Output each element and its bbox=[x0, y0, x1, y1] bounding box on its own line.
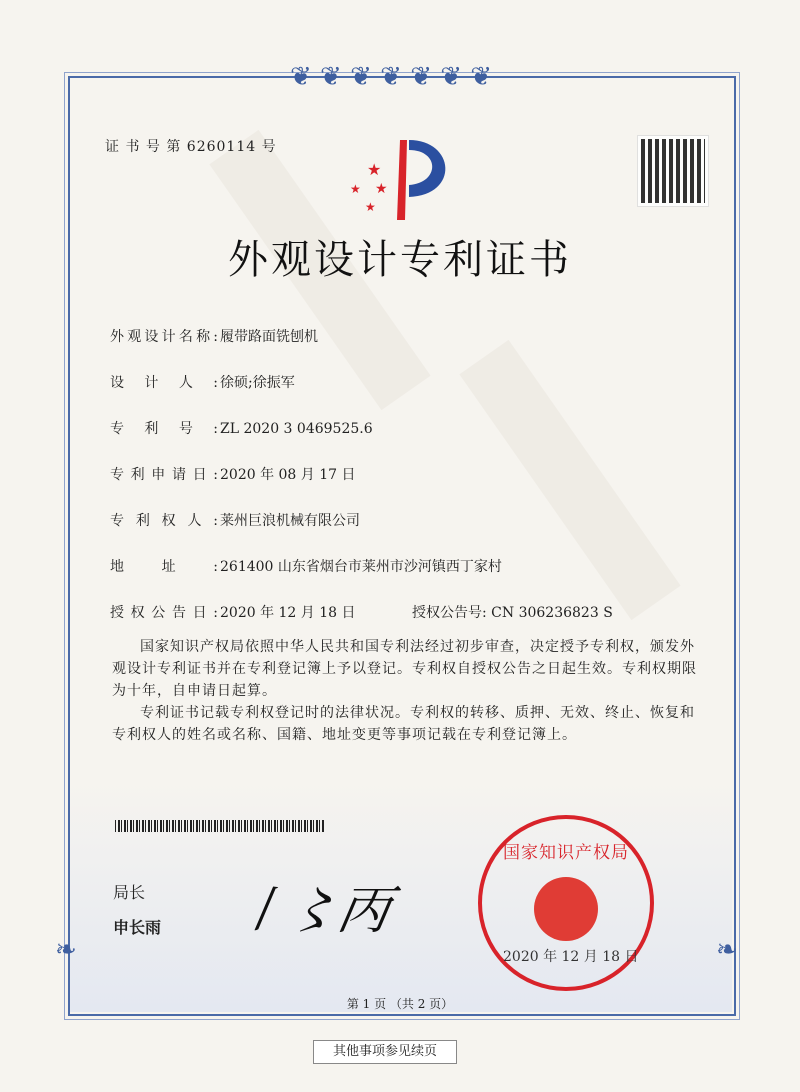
cnipa-logo bbox=[345, 135, 465, 225]
field-design-name bbox=[110, 326, 318, 346]
legal-text bbox=[112, 636, 698, 746]
certificate-number: 证 书 号 第 6260114 号 bbox=[105, 139, 277, 155]
field-address bbox=[110, 556, 502, 576]
field-label: 专利号: bbox=[110, 421, 218, 437]
field-value: 莱州巨浪机械有限公司 bbox=[220, 513, 360, 529]
continuation-note: 其他事项参见续页 bbox=[313, 1040, 457, 1064]
field-patent-number bbox=[110, 418, 373, 438]
national-emblem-icon bbox=[534, 877, 598, 941]
seal-date: 2020 年 12 月 18 日 bbox=[503, 949, 639, 965]
paragraph: 国家知识产权局依照中华人民共和国专利法经过初步审查，决定授予专利权，颁发外观设计专利证书并在专利登记簿上予以登记。专利权自授权公告之日起生效。专利权期限为十年，自申请日起算。 bbox=[112, 639, 697, 699]
page-title: 外观设计专利证书 bbox=[228, 237, 572, 283]
signature: 〡〻丙 bbox=[228, 881, 396, 941]
barcode bbox=[115, 820, 325, 832]
field-value: CN 306236823 S bbox=[491, 605, 613, 621]
field-label: 专利权人: bbox=[110, 513, 218, 529]
ornament-corner-icon: ❧ bbox=[716, 935, 738, 965]
field-label: 授权公告号: bbox=[412, 605, 487, 621]
field-value: 2020 年 08 月 17 日 bbox=[220, 467, 356, 483]
svg-text:★: ★ bbox=[367, 160, 382, 179]
ornament-top-icon: ❦ ❦ ❦ ❦ ❦ ❦ ❦ bbox=[290, 62, 493, 92]
paragraph: 专利证书记载专利权登记时的法律状况。专利权的转移、质押、无效、终止、恢复和专利权人的姓名或名称、国籍、地址变更等事项记载在专利登记簿上。 bbox=[112, 705, 695, 743]
page-number: 第 1 页 （共 2 页） bbox=[346, 997, 454, 1011]
svg-text:★: ★ bbox=[365, 200, 376, 214]
qr-code bbox=[638, 136, 708, 206]
svg-text:★: ★ bbox=[375, 181, 388, 197]
field-announcement-number bbox=[412, 602, 613, 622]
director-name: 申长雨 bbox=[113, 918, 162, 937]
field-label: 设计人: bbox=[110, 375, 218, 391]
field-value: ZL 2020 3 0469525.6 bbox=[220, 421, 373, 437]
field-label: 专利申请日: bbox=[110, 467, 218, 483]
director-title: 局长 bbox=[113, 883, 146, 902]
field-application-date bbox=[110, 464, 356, 484]
field-label: 授权公告日: bbox=[110, 605, 218, 621]
field-value: 261400 山东省烟台市莱州市沙河镇西丁家村 bbox=[220, 559, 502, 575]
field-patentee bbox=[110, 510, 360, 530]
field-value: 2020 年 12 月 18 日 bbox=[220, 605, 356, 621]
field-designer bbox=[110, 372, 295, 392]
field-value: 履带路面铣刨机 bbox=[220, 329, 318, 345]
field-value: 徐硕;徐振军 bbox=[220, 375, 295, 391]
seal-text: 国家知识产权局 bbox=[503, 843, 629, 863]
field-label: 地址: bbox=[110, 559, 218, 575]
ornament-corner-icon: ❧ bbox=[55, 935, 77, 965]
field-label: 外观设计名称: bbox=[110, 329, 218, 345]
svg-text:★: ★ bbox=[350, 182, 361, 196]
field-grant-date bbox=[110, 602, 356, 622]
